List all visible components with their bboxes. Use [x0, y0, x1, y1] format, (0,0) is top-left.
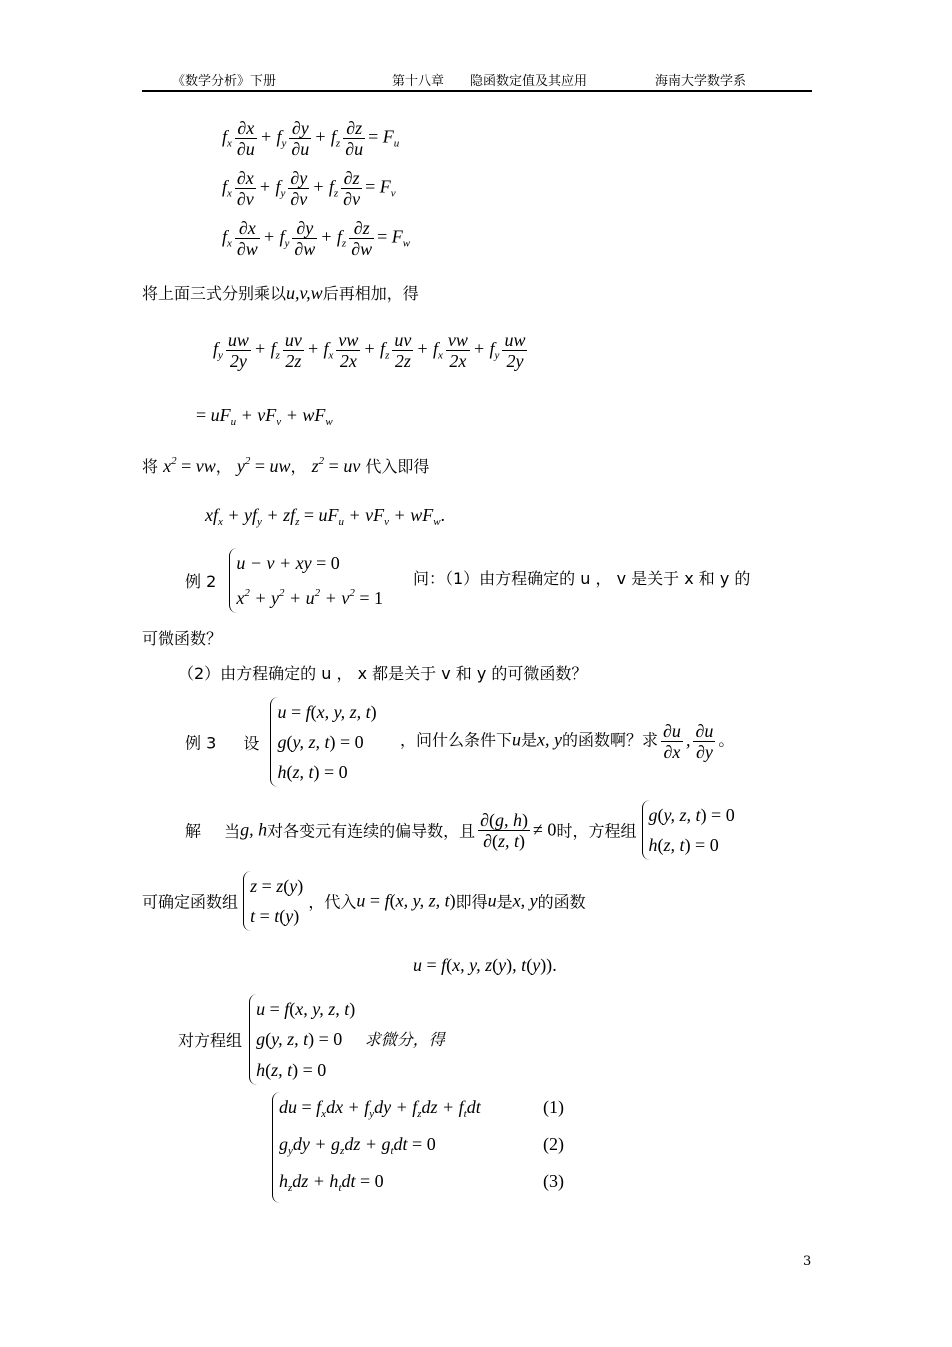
equation-row-3: $f_x$ $\frac{\partial x}{\partial w}$ + $f_y$ $\frac{\partial y}{\partial w}$ + $f_z$ $\frac{\partial z}{\partial w}$ = $F_w$ — [222, 218, 411, 259]
result-equation: $xf_x + yf_y + zf_z = uF_u + vF_v + wF_w$. — [205, 505, 446, 528]
function-group-line: 可确定函数组 z = z(y) t = t(y) ，代入u = f(x, y, z, t)即得u是x, y的函数 — [142, 871, 586, 931]
substitution-sentence: 将 $x^2$ = vw， $y^2$ = uw， $z^2$ = uv 代入即得 — [142, 455, 430, 476]
example-2-question-2: （2）由方程确定的 u ， x 都是关于 v 和 y 的可微函数？ — [178, 664, 588, 683]
equation-row-2: $f_x$ $\frac{\partial x}{\partial v}$ + $f_y$ $\frac{\partial y}{\partial v}$ + $f_z$ $\frac{\partial z}{\partial v}$ = $F_v$ — [222, 168, 396, 209]
header-chapter: 第十八章 隐函数定值及其应用 — [392, 74, 588, 89]
solution-system: g(y, z, t) = 0 h(z, t) = 0 — [642, 800, 735, 860]
example-2-question-1: 问：（1）由方程确定的 u ， v 是关于 x 和 y 的 — [413, 569, 751, 588]
sum-equation-rhs: = $uF_u + vF_v + wF_w$ — [196, 405, 333, 428]
differential-equations: du = $f_xdx + f_ydy + f_zdz + f_tdt$ (1) $g_ydy + g_zdz + g_tdt = 0$ (2) $h_zdz + h_tdt = 0$ (3) — [272, 1092, 564, 1203]
page-header — [142, 70, 812, 92]
equation-row-1: $f_x$ $\frac{\partial x}{\partial u}$ + $f_y$ $\frac{\partial y}{\partial u}$ + $f_z$ $\frac{\partial z}{\partial u}$ = $F_u$ — [222, 118, 400, 159]
example-2-label: 例 2 — [185, 572, 217, 591]
function-group-system: z = z(y) t = t(y) — [243, 871, 303, 931]
header-department: 海南大学数学系 — [655, 74, 747, 89]
differentiate-system: u = f(x, y, z, t) g(y, z, t) = 0 求微分，得 h(z, t) = 0 — [249, 994, 445, 1085]
example-3: 例 3 设 u = f(x, y, z, t) g(y, z, t) = 0 h(z, t) = 0 — [185, 697, 377, 787]
sum-equation: $f_y$ $\frac{uw}{2y}$ + $f_z$ $\frac{uv}{2z}$ + $f_x$ $\frac{vw}{2x}$ + $f_z$ $\frac{uv}{2z}$ + $f_x$ $\frac{vw}{2x}$ + $f_y$ $\frac{uw}{2y}$ — [213, 330, 526, 371]
example-3-system: u = f(x, y, z, t) g(y, z, t) = 0 h(z, t) = 0 — [270, 697, 376, 787]
header-book-title: 《数学分析》下册 — [172, 74, 277, 89]
example-2-question-1-cont: 可微函数？ — [142, 629, 223, 648]
page-number: 3 — [803, 1254, 812, 1269]
differentiate-line: 对方程组 u = f(x, y, z, t) g(y, z, t) = 0 求微分，得 h(z, t) = 0 — [178, 994, 445, 1085]
example-3-label: 例 3 — [185, 733, 217, 753]
multiply-sentence: 将上面三式分别乘以u,v,w后再相加，得 — [142, 283, 419, 303]
example-2 — [185, 548, 383, 613]
composite-function: u = f(x, y, z(y), t(y)). — [413, 955, 557, 975]
differential-system — [268, 1092, 564, 1203]
example-2-system: u − v + xy = 0 $x^2 + y^2 + u^2 + v^2 = 1$ — [229, 548, 383, 613]
solution-label: 解 — [185, 821, 202, 841]
example-3-question: ，问什么条件下u是x, y的函数啊？求 $\frac{\partial u}{\partial x}$ , $\frac{\partial u}{\partial y}$ 。 — [400, 721, 735, 762]
solution-line: 解 当g, h对各变元有连续的偏导数，且 $\frac{\partial(g, h)}{\partial(z, t)}$ ≠ 0时，方程组 g(y, z, t) = 0 h(z, t) = 0 — [185, 800, 735, 860]
